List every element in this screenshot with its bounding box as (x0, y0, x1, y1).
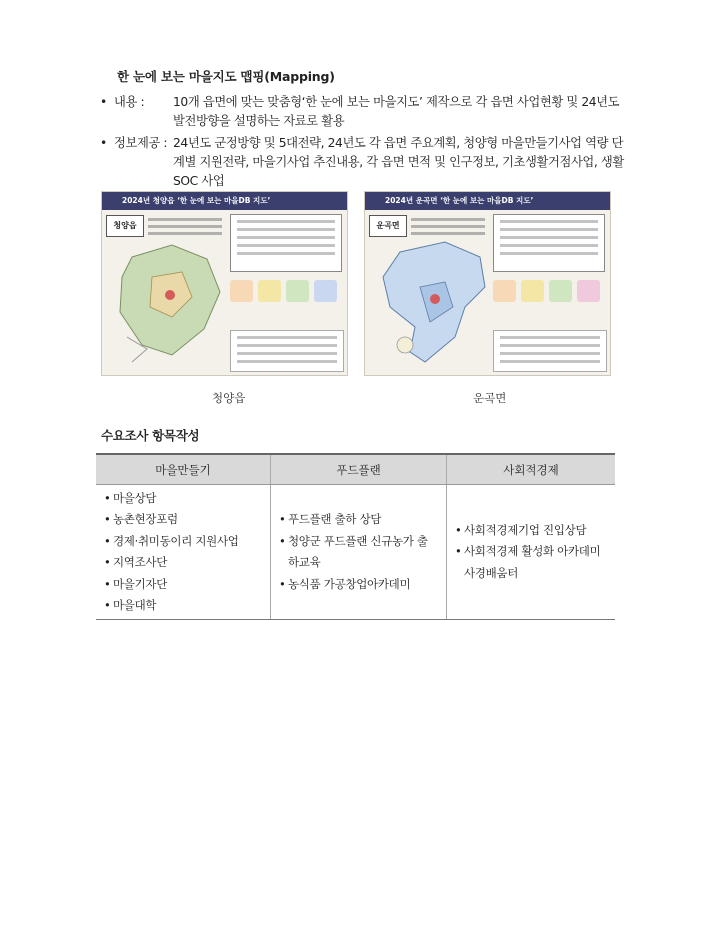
list-item: • 지역조사단 (104, 555, 168, 569)
town-tag: 운곡면 (369, 215, 407, 237)
map-image-cheongyang (101, 191, 348, 376)
plan-box (230, 214, 342, 272)
list-item: • 경제·취미동이리 지원사업 (104, 533, 239, 548)
cell-foodplan (271, 485, 447, 620)
bullet-marker: • (100, 136, 107, 150)
legend-box (493, 330, 607, 372)
town-tag: 청양읍 (106, 215, 144, 237)
support-table (230, 276, 342, 324)
list-item: • 푸드플랜 출하 상담 (279, 512, 382, 526)
caption-right: 운곡면 (473, 391, 507, 405)
column-header: 마을만들기 (96, 454, 271, 485)
cell-social-economy (447, 485, 616, 620)
list-item: • 사회적경제 활성화 아카데미 사경배움터 (455, 544, 601, 580)
bullet-marker: • (100, 95, 107, 109)
section-title: 한 눈에 보는 마을지도 맵핑(Mapping) (117, 69, 335, 84)
list-item: • 마을기자단 (104, 576, 168, 591)
bullet-text: 10개 읍면에 맞는 맞춤형‘한 눈에 보는 마을지도’ 제작으로 각 읍면 사업현황 및 24년도 발전방향을 설명하는 자료로 활용 (173, 95, 620, 128)
survey-title: 수요조사 항목작성 (101, 428, 200, 443)
info-lines (411, 214, 485, 239)
list-item: • 농식품 가공창업아카데미 (279, 576, 411, 591)
caption-left: 청양읍 (212, 391, 246, 405)
info-lines (148, 214, 222, 239)
region-map-shape (112, 237, 227, 367)
list-item: • 사회적경제기업 진입상담 (455, 522, 587, 537)
map-header: 2024년 청양읍 ‘한 눈에 보는 마을DB 지도’ (102, 192, 347, 210)
list-item: • 마을상담 (104, 490, 157, 505)
survey-table (96, 453, 615, 620)
support-table (493, 276, 605, 324)
column-header: 사회적경제 (447, 454, 616, 485)
column-header: 푸드플랜 (271, 454, 447, 485)
plan-box (493, 214, 605, 272)
bullet-text: 24년도 군정방향 및 5대전략, 24년도 각 읍면 주요계획, 청양형 마을만들기사업 역량 단계별 지원전략, 마을기사업 추진내용, 각 읍면 면적 및 인구정보, 기초생활거점사업, 생활SOC 사업 (173, 136, 624, 188)
bullet-label: 내용 : (114, 95, 145, 109)
table-header-row (96, 454, 615, 485)
bullet-label: 정보제공 : (114, 136, 168, 150)
list-item: • 농촌현장포럼 (104, 512, 178, 526)
list-item: • 청양군 푸드플랜 신규농가 출하교육 (279, 533, 428, 569)
legend-box (230, 330, 344, 372)
map-image-ungok (364, 191, 611, 376)
map-header: 2024년 운곡면 ‘한 눈에 보는 마을DB 지도’ (365, 192, 610, 210)
table-row (96, 485, 615, 620)
region-map-shape (375, 237, 490, 367)
list-item: • 마을대학 (104, 598, 157, 612)
cell-maeul (96, 485, 271, 620)
